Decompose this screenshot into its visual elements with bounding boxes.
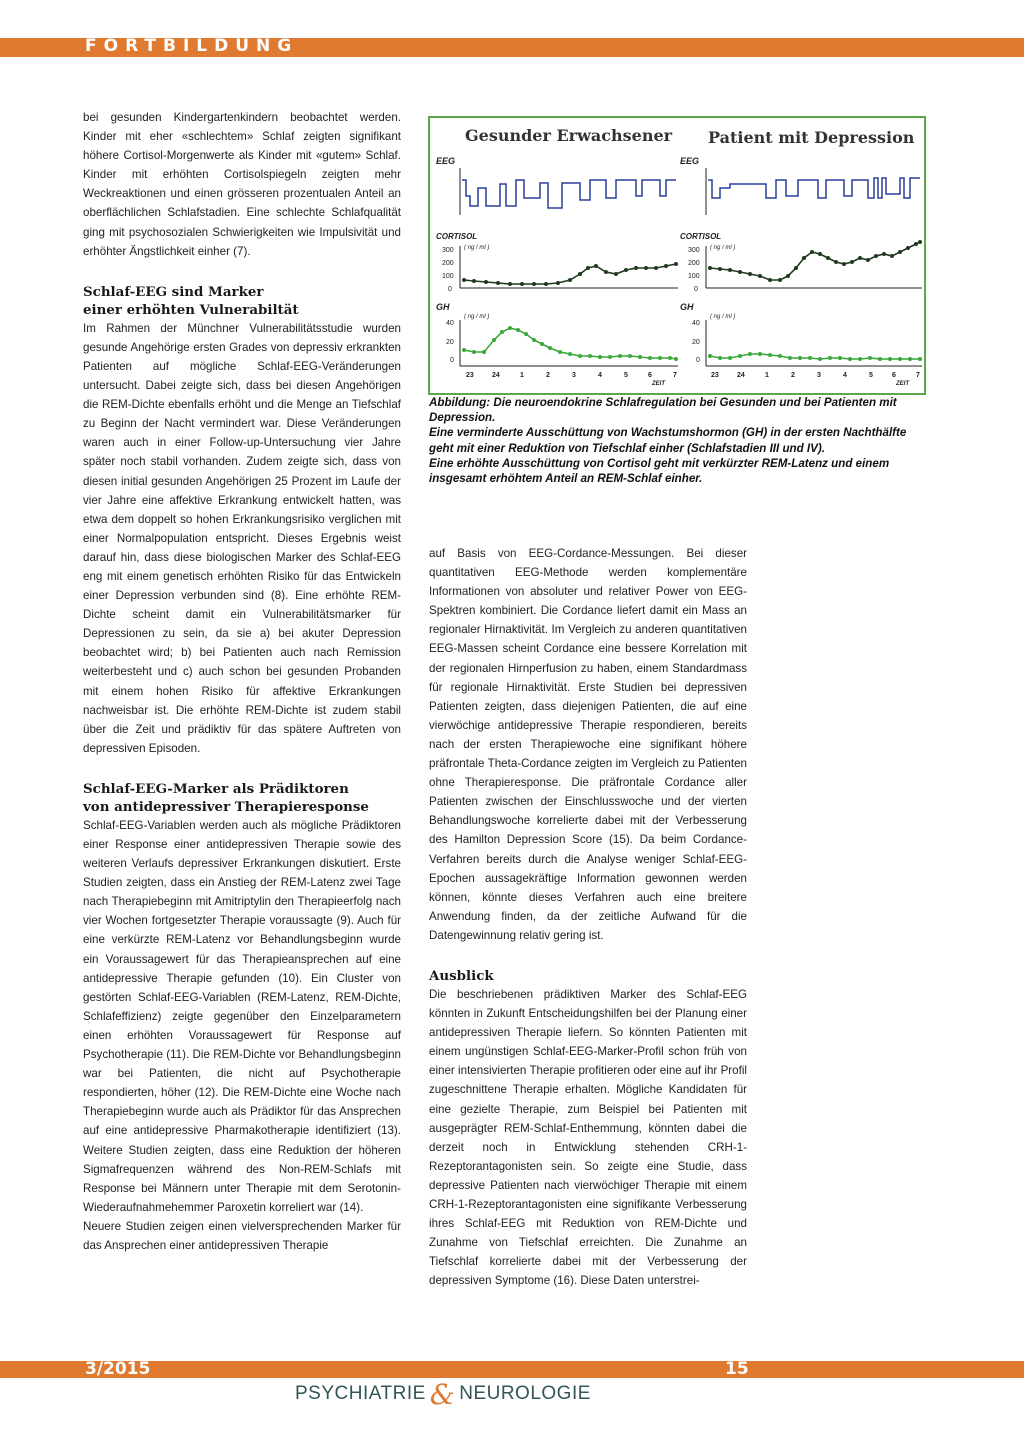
data-point: [638, 355, 642, 359]
data-point: [472, 279, 476, 283]
data-point: [794, 266, 798, 270]
figure-sleep-regulation: [428, 116, 926, 395]
data-point: [586, 266, 590, 270]
data-point: [798, 356, 802, 360]
data-point: [802, 256, 806, 260]
paragraph: bei gesunden Kindergartenkindern beobachtet werden. Kinder mit eher «schlechtem» Schlaf zeigten signifikant höhere Cortisol-Morgenwerte als Kinder mit «gutem» Schlaf. Kinder mit erhöhten Cortisolspiegeln zeigten mehr Weckreaktionen und einen grösseren prozentualen Anteil an oberflächlichen Schlafstadien. Eine schlechte Schlafqualität ging mit psychosozialen Schwierigkeiten wie Impulsivität und erhöhter Ängstlichkeit einher (7).: [83, 111, 401, 258]
right-column: [429, 544, 747, 1290]
journal-name-right: NEUROLOGIE: [459, 1383, 591, 1404]
data-point: [618, 354, 622, 358]
gh-tick: 20: [446, 339, 454, 346]
data-point: [882, 252, 886, 256]
data-point: [658, 356, 662, 360]
time-tick: 24: [492, 372, 500, 379]
figure-graphic: [430, 118, 924, 393]
data-point: [624, 268, 628, 272]
data-point: [718, 267, 722, 271]
data-point: [818, 252, 822, 256]
data-point: [918, 357, 922, 361]
data-point: [768, 278, 772, 282]
data-point: [848, 357, 852, 361]
caption-line: Eine erhöhte Ausschüttung von Cortisol geht mit verkürzter REM-Latenz und einem insgesamt erhöhtem Anteil an REM-Schlaf einher.: [429, 456, 890, 486]
data-point: [654, 266, 658, 270]
gh-tick: 20: [692, 339, 700, 346]
data-point: [608, 355, 612, 359]
data-point: [496, 281, 500, 285]
time-tick: 4: [598, 372, 602, 379]
cortisol-tick: 100: [688, 273, 700, 280]
time-tick: 2: [546, 372, 550, 379]
time-tick: 23: [711, 372, 719, 379]
cortisol-tick: 0: [448, 286, 452, 293]
data-point: [644, 266, 648, 270]
time-tick: 5: [624, 372, 628, 379]
gh-unit-left: ( ng / ml ): [464, 314, 490, 320]
data-point: [598, 355, 602, 359]
data-point: [914, 242, 918, 246]
data-point: [532, 338, 536, 342]
paragraph: Schlaf-EEG-Variablen werden auch als mögliche Prädiktoren einer Response einer antidepressiven Therapie sowie des weiteren Verlaufs depressiver Erkrankungen diskutiert. Erste Studien zeigten, dass ein Anstieg der REM-Latenz zwei Tage nach Therapiebeginn mit Amitriptylin den Therapieerfolg nach vier Wochen fortgesetzter Therapie voraussagte (9). Auch für eine verkürzte REM-Latenz vor Behandlungsbeginn wurde ein Voraussagewert für das Therapieansprechen auf eine antidepressive Therapie gefunden (10). Ein Cluster von gestörten Schlaf-EEG-Variablen (REM-Latenz, REM-Dichte, Schlafeffizienz) zeigte gegenüber den Einzelparametern einen erhöhten Voraussagewert für Response auf Psychotherapie (11). Die REM-Dichte vor Behandlungsbeginn war bei Patienten, die nicht auf Psychotherapie respondierten, höher (12). Die REM-Dichte eine Woche nach Therapiebeginn wurde auch als Prädiktor für das Ansprechen auf eine antidepressive Pharmakotherapie identifiziert (13). Weitere Studien zeigten, dass eine Reduktion der höheren Sigmafrequenzen während des Non-REM-Schlafs mit Response bei Männern unter Therapie mit dem Serotonin-Wiederaufnahmehemmer Paroxetin korreliert war (14).: [83, 818, 401, 1214]
time-tick: 6: [892, 372, 896, 379]
time-tick: 7: [916, 372, 920, 379]
eeg-label-left: EEG: [436, 156, 456, 166]
data-point: [520, 282, 524, 286]
section-heading: Ausblick: [429, 967, 494, 984]
eeg-trace-right: [708, 178, 920, 198]
time-tick: 3: [572, 372, 576, 379]
data-point: [758, 274, 762, 278]
data-point: [462, 348, 466, 352]
data-point: [482, 350, 486, 354]
data-point: [604, 270, 608, 274]
data-point: [674, 357, 678, 361]
data-point: [728, 356, 732, 360]
data-point: [708, 354, 712, 358]
data-point: [842, 262, 846, 266]
time-tick: 7: [673, 372, 677, 379]
data-point: [858, 357, 862, 361]
cortisol-label-right: CORTISOL: [680, 232, 722, 241]
figure-title-left: Gesunder Erwachsener: [465, 126, 673, 145]
caption-line: Eine verminderte Ausschüttung von Wachstumshormon (GH) in der ersten Nachthälfte geht mit einer Reduktion von Tiefschlaf einher (Schlafstadien III und IV).: [429, 426, 907, 455]
figure-title-right: Patient mit Depression: [708, 128, 915, 147]
issue-number: 3/2015: [85, 1359, 151, 1379]
data-point: [918, 240, 922, 244]
data-point: [568, 278, 572, 282]
section-label: FORTBILDUNG: [85, 36, 299, 56]
data-point: [578, 354, 582, 358]
cortisol-tick: 100: [442, 273, 454, 280]
data-point: [634, 266, 638, 270]
paragraph: Neuere Studien zeigen einen vielversprechenden Marker für das Ansprechen einer antidepressiven Therapie: [83, 1219, 401, 1252]
section-heading: [83, 283, 401, 319]
data-point: [708, 266, 712, 270]
heading-line: Schlaf-EEG-Marker als Prädiktoren: [83, 780, 349, 797]
data-point: [578, 272, 582, 276]
data-point: [818, 357, 822, 361]
data-point: [758, 352, 762, 356]
data-point: [524, 332, 528, 336]
data-point: [556, 281, 560, 285]
data-point: [548, 346, 552, 350]
data-point: [778, 354, 782, 358]
paragraph: auf Basis von EEG-Cordance-Messungen. Bei dieser quantitativen EEG-Methode werden komplementäre Informationen von absoluter und relativer Power von EEG-Spektren kombiniert. Die Cordance liefert damit ein Mass an regionaler Hirnaktivität. Im Vergleich zu anderen quantitativen EEG-Massen scheint Cordance eine bessere Korrelation mit der regionalen Hirnperfusion zu haben, einem Standardmass für regionale Hirnaktivität. Erste Studien bei depressiven Patienten zeigten, dass diejenigen Patienten, die auf eine vierwöchige antidepressive Therapie respondieren, bereits nach der ersten Therapiewoche eine signifikant höhere präfrontale Theta-Cordance zeigten im Vergleich zu Patienten ohne Therapieresponse. Die präfrontale Cordance aller Patienten zwischen der Einschlusswoche und der vierten Behandlungswoche korrelierte dabei mit der Verbesserung des Hamilton Depression Score (15). Da beim Cordance-Verfahren bereits durch die Analyse weniger Schlaf-EEG-Epochen aussagekräftige Information gewonnen werden können, könnte dieses Verfahren auch eine breitere Anwendung finden, da der zeitliche Aufwand für die Datengewinnung relativ gering ist.: [429, 547, 747, 942]
data-point: [898, 357, 902, 361]
cortisol-tick: 200: [688, 260, 700, 267]
data-point: [748, 352, 752, 356]
cortisol-tick: 300: [442, 247, 454, 254]
gh-label-left: GH: [436, 302, 450, 312]
data-point: [718, 356, 722, 360]
data-point: [648, 356, 652, 360]
cortisol-tick: 0: [694, 286, 698, 293]
zeit-label: ZEIT: [652, 381, 665, 387]
data-point: [594, 264, 598, 268]
data-point: [516, 328, 520, 332]
data-point: [588, 354, 592, 358]
journal-ampersand: &: [429, 1377, 456, 1411]
data-point: [508, 282, 512, 286]
caption-line: Abbildung: Die neuroendokrine Schlafregulation bei Gesunden und bei Patienten mit Depression.: [429, 396, 897, 425]
heading-line: von antidepressiver Therapieresponse: [83, 798, 369, 815]
heading-line: einer erhöhten Vulnerabiltät: [83, 301, 299, 318]
eeg-label-right: EEG: [680, 156, 700, 166]
figure-caption: [429, 395, 929, 486]
data-point: [500, 330, 504, 334]
gh-tick: 0: [696, 357, 700, 364]
gh-tick: 0: [450, 357, 454, 364]
eeg-trace-left: [462, 180, 676, 208]
time-tick: 1: [520, 372, 524, 379]
data-point: [664, 264, 668, 268]
data-point: [906, 246, 910, 250]
data-point: [788, 356, 792, 360]
data-point: [492, 338, 496, 342]
paragraph: Die beschriebenen prädiktiven Marker des Schlaf-EEG könnten in Zukunft Entscheidungshilfen bei der Planung einer antidepressiven Therapie liefern. So könnten Patienten mit einem ungünstigen Schlaf-EEG-Marker-Profil schon früh von einer intensivierten Therapie profitieren oder eine auf ihr Profil zugeschnittene Therapie erhalten. Mögliche Kandidaten für eine gezielte Therapie, zum Beispiel bei Patienten mit ausgeprägter REM-Schlaf-Enthemmung, könnten dabei die derzeit noch in Entwicklung stehenden CRH-1-Rezeptorantagonisten sein. So zeigte eine Studie, dass depressive Patienten nach vierwöchiger Therapie mit einem CRH-1-Rezeptorantagonisten eine signifikante Verbesserung ihres Schlaf-EEG mit Reduktion von REM-Dichte und Zunahme von Tiefschlaf erreichten. Die Zunahme an Tiefschlaf korrelierte dabei mit der Verbesserung der depressiven Symptome (16). Diese Daten unterstrei-: [429, 987, 747, 1288]
time-tick: 1: [765, 372, 769, 379]
left-column: [83, 108, 401, 1255]
time-tick: 4: [843, 372, 847, 379]
data-point: [614, 272, 618, 276]
heading-line: Schlaf-EEG sind Marker: [83, 283, 264, 300]
time-tick: 5: [869, 372, 873, 379]
cortisol-unit-left: ( ng / ml ): [464, 245, 490, 251]
data-point: [888, 357, 892, 361]
data-point: [668, 356, 672, 360]
time-tick: 3: [817, 372, 821, 379]
data-point: [850, 260, 854, 264]
data-point: [808, 356, 812, 360]
data-point: [866, 258, 870, 262]
time-tick: 24: [737, 372, 745, 379]
data-point: [462, 278, 466, 282]
data-point: [768, 353, 772, 357]
data-point: [628, 354, 632, 358]
data-point: [738, 354, 742, 358]
data-point: [898, 250, 902, 254]
data-point: [728, 268, 732, 272]
time-tick: 6: [648, 372, 652, 379]
data-point: [540, 342, 544, 346]
cortisol-tick: 300: [688, 247, 700, 254]
data-point: [826, 256, 830, 260]
gh-tick: 40: [692, 320, 700, 327]
footer-bar: [0, 1361, 1024, 1378]
gh-unit-right: ( ng / ml ): [710, 314, 736, 320]
data-point: [908, 357, 912, 361]
data-point: [890, 254, 894, 258]
data-point: [778, 278, 782, 282]
cortisol-label-left: CORTISOL: [436, 232, 478, 241]
data-point: [828, 356, 832, 360]
data-point: [558, 350, 562, 354]
data-point: [834, 260, 838, 264]
data-point: [838, 356, 842, 360]
data-point: [868, 356, 872, 360]
data-point: [544, 282, 548, 286]
paragraph: Im Rahmen der Münchner Vulnerabilitätsstudie wurden gesunde Angehörige ersten Grades von depressiv erkrankten Patienten auf mögliche Schlaf-EEG-Veränderungen untersucht. Dabei zeigte sich, dass bei diesen Angehörigen die REM-Dichte ebenfalls erhöht und die Menge an Tiefschlaf zu Beginn der Nacht vermindert war. Diese Veränderungen waren auch in einer Follow-up-Untersuchung vier Jahre später noch stabil vorhanden. Zudem zeigte sich, dass von diesen initial gesunden Angehörigen 25 Prozent im Laufe der vier Jahre eine affektive Erkrankung entwickelt hatten, was etwa dem doppelt so hohen Erkrankungsrisiko verglichen mit einer Normalpopulation entspricht. Dieses Ergebnis weist darauf hin, dass diese biologischen Marker des Schlaf-EEG eng mit einem genetisch erhöhten Risiko für das Entwickeln einer Depression verbunden sind (8). Eine erhöhte REM-Dichte scheint damit ein Vulnerabilitätsmarker für Depressionen zu sein, da sie a) bei akuter Depression beobachtet wird; b) bei Patienten auch nach Remission weiterbesteht und c) auch schon bei gesunden Probanden mit einem hohen Risiko für affektive Erkrankungen nachweisbar ist. Die erhöhte REM-Dichte ist zudem stabil über die Zeit und prädiktiv für das spätere Auftreten von depressiven Episoden.: [83, 321, 401, 755]
time-tick: 23: [466, 372, 474, 379]
journal-name-left: PSYCHIATRIE: [295, 1383, 426, 1404]
data-point: [674, 262, 678, 266]
data-point: [810, 250, 814, 254]
cortisol-line-right: [710, 242, 920, 280]
journal-logo: [295, 1377, 591, 1411]
data-point: [786, 274, 790, 278]
cortisol-tick: 200: [442, 260, 454, 267]
data-point: [472, 350, 476, 354]
cortisol-unit-right: ( ng / ml ): [710, 245, 736, 251]
data-point: [568, 352, 572, 356]
data-point: [748, 272, 752, 276]
time-tick: 2: [791, 372, 795, 379]
data-point: [508, 326, 512, 330]
data-point: [532, 282, 536, 286]
data-point: [878, 357, 882, 361]
gh-label-right: GH: [680, 302, 694, 312]
data-point: [874, 254, 878, 258]
section-heading: [83, 780, 401, 816]
data-point: [858, 256, 862, 260]
gh-tick: 40: [446, 320, 454, 327]
page-number: 15: [725, 1359, 749, 1379]
zeit-label: ZEIT: [896, 381, 909, 387]
data-point: [738, 270, 742, 274]
data-point: [484, 280, 488, 284]
